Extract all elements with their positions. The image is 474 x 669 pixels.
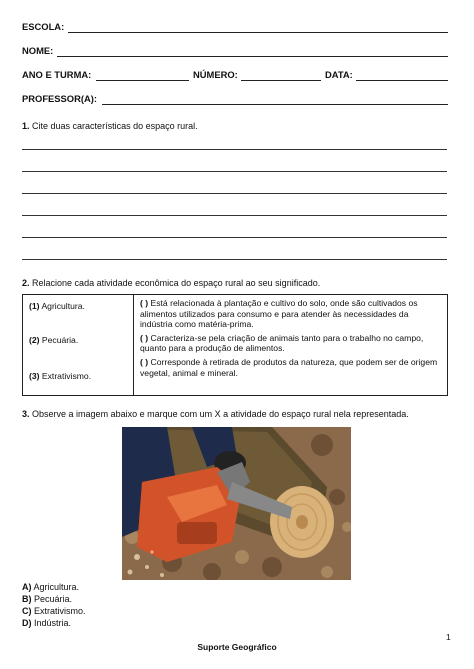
school-field-label: ESCOLA: xyxy=(22,21,65,32)
meaning-item: ( ) Caracteriza-se pela criação de animais tanto para o trabalho no campo, quanto para a produção de alimentos. xyxy=(140,332,424,354)
date-field-line[interactable] xyxy=(356,80,448,81)
meaning-column xyxy=(134,295,448,396)
question-1-text: Cite duas características do espaço rural. xyxy=(32,121,198,131)
option-d[interactable]: D) Indústria. xyxy=(22,618,72,628)
year-field-label: ANO E TURMA: xyxy=(22,69,92,80)
question-3-number: 3. xyxy=(22,409,30,419)
activity-item: (1) Agricultura. xyxy=(29,301,85,311)
answer-line[interactable] xyxy=(22,259,447,260)
answer-line[interactable] xyxy=(22,171,447,172)
activity-item: (3) Extrativismo. xyxy=(29,371,92,381)
footer-brand: Suporte Geográfico xyxy=(197,642,277,652)
question-2-number: 2. xyxy=(22,278,30,288)
meaning-item: ( ) Está relacionada à plantação e cultivo do solo, onde são cultivados os alimentos utilizados para consumo e para atender às necessidades da indústria como matéria-prima. xyxy=(140,298,418,330)
answer-line[interactable] xyxy=(22,237,447,238)
question-3-text: Observe a imagem abaixo e marque com um X a atividade do espaço rural nela representada. xyxy=(32,409,409,419)
school-field-line[interactable] xyxy=(68,32,448,33)
teacher-field-line[interactable] xyxy=(102,104,448,105)
question-1 xyxy=(22,121,198,131)
name-field-line[interactable] xyxy=(57,56,448,57)
question-3 xyxy=(22,409,409,419)
chainsaw-log-photo xyxy=(122,427,351,580)
option-a[interactable]: A) Agricultura. xyxy=(22,582,80,592)
date-field-label: DATA: xyxy=(325,69,353,80)
answer-line[interactable] xyxy=(22,149,447,150)
page-number: 1 xyxy=(446,632,451,642)
answer-line[interactable] xyxy=(22,215,447,216)
number-field-line[interactable] xyxy=(241,80,321,81)
option-b[interactable]: B) Pecuária. xyxy=(22,594,73,604)
question-2 xyxy=(22,278,320,288)
answer-blank[interactable]: ( ) xyxy=(140,356,149,367)
name-field-label: NOME: xyxy=(22,45,54,56)
number-field-label: NÚMERO: xyxy=(193,69,238,80)
question-1-number: 1. xyxy=(22,121,30,131)
answer-line[interactable] xyxy=(22,193,447,194)
activity-item: (2) Pecuária. xyxy=(29,335,79,345)
year-field-line[interactable] xyxy=(96,80,189,81)
question-2-text: Relacione cada atividade econômica do espaço rural ao seu significado. xyxy=(32,278,321,288)
matching-table xyxy=(22,294,448,396)
answer-blank[interactable]: ( ) xyxy=(140,332,149,343)
activity-column xyxy=(23,295,134,396)
meaning-item: ( ) Corresponde à retirada de produtos da natureza, que podem ser de origem vegetal, animal e mineral. xyxy=(140,356,438,378)
teacher-field-label: PROFESSOR(A): xyxy=(22,93,97,104)
option-c[interactable]: C) Extrativismo. xyxy=(22,606,86,616)
answer-blank[interactable]: ( ) xyxy=(140,298,149,308)
